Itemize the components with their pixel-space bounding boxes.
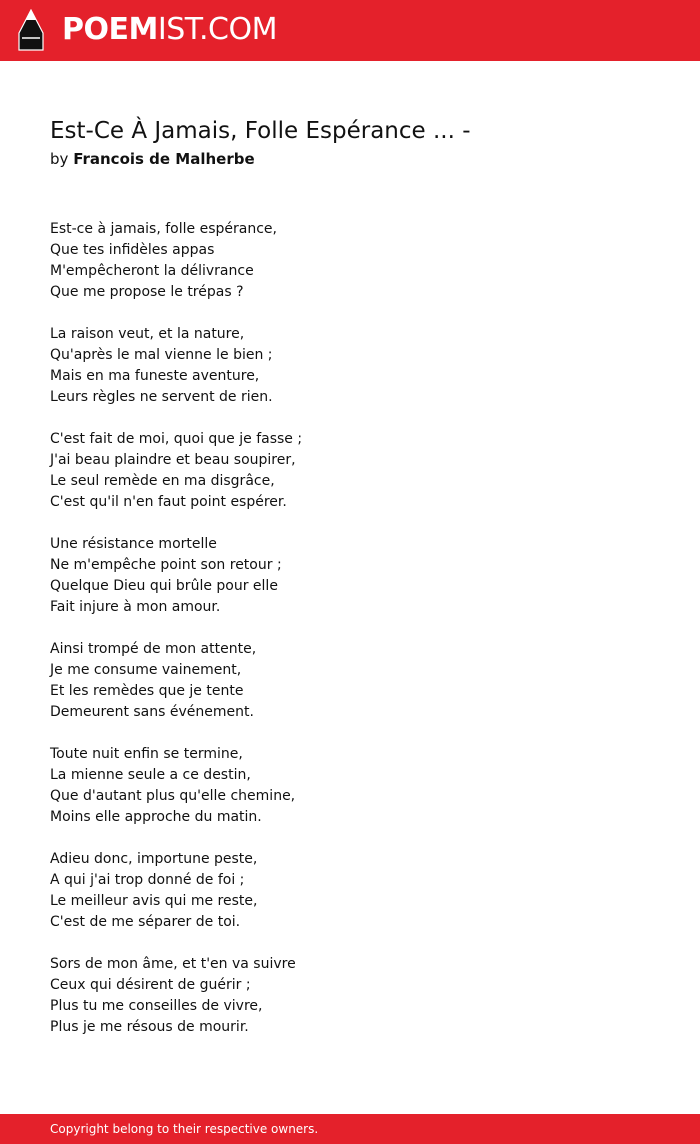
poem-line: Mais en ma funeste aventure,: [50, 368, 260, 384]
poem-line: A qui j'ai trop donné de foi ;: [50, 872, 245, 888]
poem-line: Et les remèdes que je tente: [50, 683, 244, 699]
poem-line: Je me consume vainement,: [50, 662, 242, 678]
poem-line: C'est fait de moi, quoi que je fasse ;: [50, 431, 303, 447]
stanza: [50, 429, 650, 513]
stanza: [50, 219, 650, 303]
poem-line: Que tes infidèles appas: [50, 242, 215, 258]
poem-line: C'est qu'il n'en faut point espérer.: [50, 494, 287, 510]
pen-nib-icon[interactable]: [18, 9, 44, 51]
poem-line: Demeurent sans événement.: [50, 704, 254, 720]
poem-line: Qu'après le mal vienne le bien ;: [50, 347, 273, 363]
brand-rest: IST.COM: [157, 12, 277, 47]
poem-line: Sors de mon âme, et t'en va suivre: [50, 956, 296, 972]
poem-line: Est-ce à jamais, folle espérance,: [50, 221, 277, 237]
poem-line: Adieu donc, importune peste,: [50, 851, 258, 867]
poem-line: La raison veut, et la nature,: [50, 326, 245, 342]
poem-line: M'empêcheront la délivrance: [50, 263, 254, 279]
stanza: [50, 639, 650, 723]
stanza: [50, 849, 650, 933]
by-label: by: [50, 150, 69, 168]
poem-line: Ne m'empêche point son retour ;: [50, 557, 282, 573]
poem-line: Moins elle approche du matin.: [50, 809, 262, 825]
stanza: [50, 324, 650, 408]
poem-line: Fait injure à mon amour.: [50, 599, 221, 615]
author-name: Francois de Malherbe: [73, 150, 255, 168]
poem-line: Ainsi trompé de mon attente,: [50, 641, 257, 657]
site-header: [0, 0, 700, 61]
poem-title: Est-Ce À Jamais, Folle Espérance ... -: [50, 118, 471, 144]
site-footer: [0, 1114, 700, 1144]
site-logo-text[interactable]: [62, 12, 277, 48]
brand-bold: POEM: [62, 12, 158, 47]
byline: [50, 148, 255, 170]
stanza: [50, 744, 650, 828]
poem-line: Toute nuit enfin se termine,: [50, 746, 243, 762]
poem-line: Plus tu me conseilles de vivre,: [50, 998, 263, 1014]
poem-line: Que me propose le trépas ?: [50, 284, 244, 300]
poem-line: Le meilleur avis qui me reste,: [50, 893, 258, 909]
poem-line: Plus je me résous de mourir.: [50, 1019, 249, 1035]
poem-line: J'ai beau plaindre et beau soupirer,: [50, 452, 296, 468]
copyright-text: Copyright belong to their respective owners.: [50, 1122, 319, 1136]
poem-line: Leurs règles ne servent de rien.: [50, 389, 273, 405]
poem-line: C'est de me séparer de toi.: [50, 914, 241, 930]
poem-line: La mienne seule a ce destin,: [50, 767, 251, 783]
stanza: [50, 954, 650, 1038]
poem-line: Ceux qui désirent de guérir ;: [50, 977, 251, 993]
poem-line: Quelque Dieu qui brûle pour elle: [50, 578, 278, 594]
poem-body: [50, 219, 650, 1059]
poem-line: Que d'autant plus qu'elle chemine,: [50, 788, 296, 804]
poem-line: Une résistance mortelle: [50, 536, 217, 552]
poem-line: Le seul remède en ma disgrâce,: [50, 473, 275, 489]
stanza: [50, 534, 650, 618]
